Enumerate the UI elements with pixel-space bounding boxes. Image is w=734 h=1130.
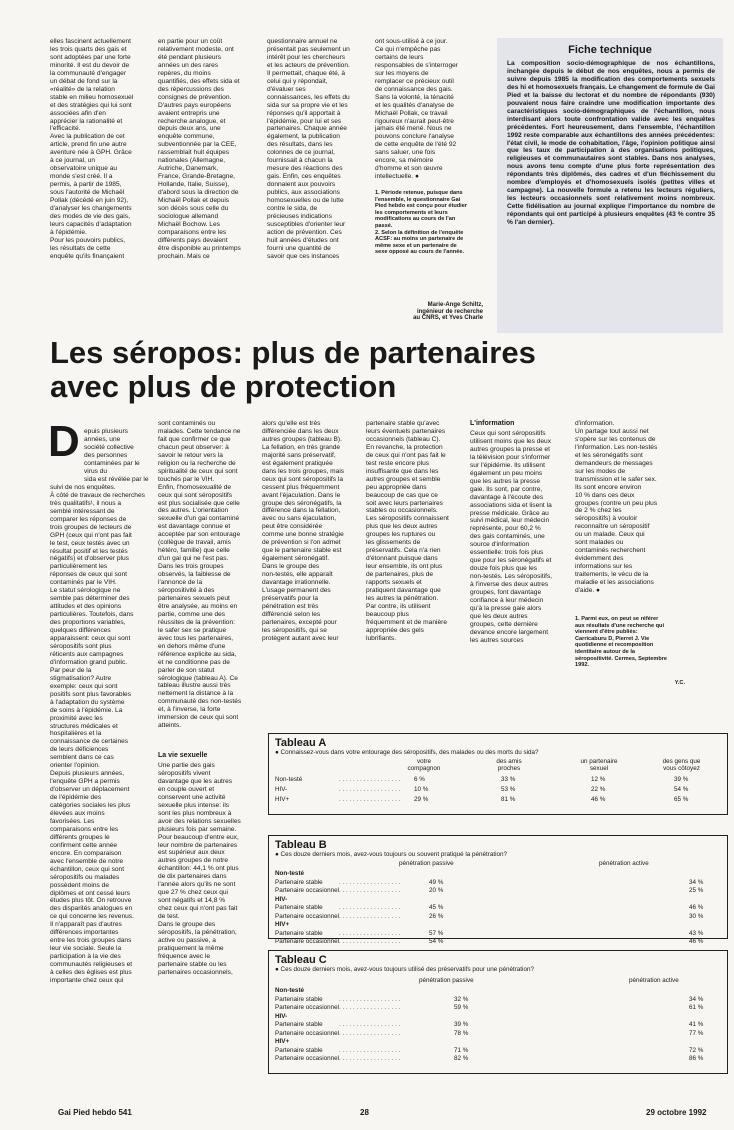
- table-cell: 46 %: [689, 904, 704, 911]
- table-row-label: Partenaire stable: [275, 904, 323, 911]
- table-row-label: Partenaire stable: [275, 929, 323, 937]
- table-leader-dots: . . . . . . . . . . . . . . . . . .: [339, 904, 401, 911]
- tableau-c-header-2: pénétration active: [629, 977, 679, 984]
- table-cell: 57 %: [429, 929, 444, 937]
- footer-publication: Gai Pied hebdo 541: [58, 1108, 132, 1117]
- table-cell: 72 %: [689, 1046, 704, 1054]
- table-cell: 25 %: [689, 887, 704, 894]
- tableau-b-header-1: pénétration passive: [399, 860, 454, 867]
- tableau-a-title: Tableau A: [275, 737, 327, 749]
- table-cell: 65 %: [674, 796, 689, 803]
- article-column-3: alors qu'elle est très différenciée dans les deux autres groupes (tableau B). La fellation, en très grande majorité sans préservatif, est également pratiquée dans les trois groupes, mais ceux qui sont séropositifs la cessent plus fréquemment avant l'éjaculation. Dans le groupe des séronégatifs, la différence dans la fellation, avec ou sans éjaculation, peut être considérée comme une bonne stratégie de prévention si l'on admet que le partenaire stable est également séronégatif. Dans le groupe des non-testés, elle apparaît davantage irrationnelle. L'usage permanent des préservatifs pour la pénétration est très différencié selon les partenaires, excepté pour les séropositifs, qui se protègent autant avec leur: [262, 420, 345, 642]
- table-cell: 54 %: [674, 786, 689, 793]
- table-row-label: Partenaire occasionnel: [275, 912, 340, 920]
- tableau-c-question: ● Ces douze derniers mois, avez-vous toujours utilisé des préservatifs pour une pénétration?: [275, 966, 534, 973]
- table-leader-dots: . . . . . . . . . . . . . . . . . .: [339, 776, 401, 783]
- drop-cap: D: [48, 417, 80, 466]
- table-row-label: Non-testé: [275, 776, 303, 783]
- fiche-technique-box: [497, 38, 723, 333]
- table-cell: 49 %: [429, 878, 444, 886]
- article-column-1-lead: epuis plusieurs années, une société collective des personnes contaminées par le virus du sida est révélée par le: [84, 427, 149, 483]
- article-column-2: sont contaminés ou malades. Cette tendance ne fait que confirmer ce que chacun peut observer: à savoir le retour vers la religion ou la recherche de spiritualité de ceux qui sont touchés par le VIH. Enfin, l'homosexualité de ceux qui sont séropositifs est plus socialisée que celle des autres. L'orientation sexuelle d'un gai contaminé est davantage connue et acceptée par son entourage (collègue de travail, amis hétéro, famille) que celle d'un gai qui ne l'est pas. Dans les trois groupes observés, la faiblesse de l'annonce de la séropositivité à des partenaires sexuels peut être analysée, au moins en partie, comme une des réussites de la prévention: le safer sex se pratique avec tous les partenaires, en dehors même d'une référence explicite au sida, et ne conditionne pas de parler de son statut sérologique (tableau A). Ce tableau illustre aussi très nettement la distance à la communauté des non-testés et, à l'inverse, la forte immersion de ceux qui sont atteints.: [158, 420, 242, 730]
- table-cell: 10 %: [414, 786, 429, 793]
- intro-column-3: questionnaire annuel ne présentait pas seulement un intérêt pour les chercheurs et les acteurs de prévention. Il permettait, chaque été, à celui qui y répondait, d'évaluer ses connaissances, les effets du sida sur sa propre vie et les réponses qu'il apportait à l'épidémie, pour lui et ses partenaires. Chaque année également, la publication des résultats, dans les colonnes de ce journal, fournissait à chacun la mesure des réactions des gais. Enfin, ces enquêtes donnaient aux pouvoirs publics, aux associations homosexuelles ou de lutte contre le sida, de précieuses indications susceptibles d'orienter leur action de prévention. Ces huit années d'études ont fourni une quantité de savoir que ces instances: [267, 38, 350, 260]
- intro-column-4: ont sous-utilisé à ce jour. Ce qui n'empêche pas certains de leurs responsables de s'interroger sur les moyens de remplacer ce précieux outil de connaissance des gais. Sans la volonté, la ténacité et les qualités d'analyse de Michaël Pollak, ce travail rigoureux n'aurait peut-être jamais été mené. Nous ne pouvons conclure l'analyse de cette enquête de l'été 92 sans saluer, une fois encore, sa mémoire d'homme et son œuvre intellectuelle. ●: [375, 38, 458, 181]
- subhead-information: L'information: [470, 420, 515, 427]
- table-row-label: Partenaire occasionnel: [275, 1029, 340, 1037]
- table-leader-dots: . . . . . . . . . . . . . . . . . .: [339, 938, 401, 945]
- table-cell: 78 %: [454, 1029, 469, 1037]
- subhead-vie-sexuelle: La vie sexuelle: [158, 752, 208, 759]
- article-column-1-body: suivi de nos enquêtes. À côté de travaux de recherches très qualitatifs¹, il nous a semblé intéressant de comparer les réponses de trois groupes de lecteurs de GPH (ceux qui n'ont pas fait le test, ceux testés avec un résultat positif et les testés négatifs) et d'observer plus particulièrement les réponses de ceux qui sont contaminés par le VIH. Le statut sérologique ne semble pas déterminer des attitudes et des opinions particulières. Toutefois, dans des proportions variables, quelques différences apparaissent: ceux qui sont séropositifs sont plus réticents aux campagnes d'information grand public. Par peur de la stigmatisation? Autre exemple: ceux qui sont positifs sont plus favorables à l'adaptation du système de soins à l'épidémie. La proximité avec les structures médicales et hospitalières et la connaissance de certaines de leurs déficiences semblent dans ce cas orienter l'opinion. Depuis plusieurs années, l'enquête GPH a permis d'observer un déplacement de l'épidémie des catégories sociales les plus élevées aux moins favorisées. Les comparaisons entre les différents groupes le confirment cette année encore. En comparaison avec l'ensemble de notre échantillon, ceux qui sont séropositifs ou malades possèdent moins de diplômes et ont cessé leurs études plus tôt. On retrouve des disparités analogues en ce qui concerne les revenus. Il n'apparaît pas d'autres différences importantes entre les trois groupes dans leur vie sociale. Seule la participation à la vie des communautés religieuses et à celles des églises est plus importante chez ceux qui: [50, 483, 145, 984]
- table-leader-dots: . . . . . . . . . . . . . . . . . .: [339, 1021, 401, 1028]
- table-cell: 45 %: [429, 904, 444, 911]
- table-cell: 46 %: [689, 938, 704, 945]
- table-row-label: Partenaire stable: [275, 995, 323, 1003]
- table-group-label: HIV-: [275, 1012, 288, 1020]
- table-cell: 22 %: [591, 786, 606, 793]
- table-row-label: Partenaire occasionnel: [275, 887, 340, 894]
- table-row-label: Partenaire stable: [275, 1046, 323, 1054]
- table-row-label: Partenaire occasionnel: [275, 938, 340, 945]
- table-leader-dots: . . . . . . . . . . . . . . . . . .: [339, 786, 401, 793]
- table-row-label: HIV+: [275, 796, 290, 803]
- fiche-title: Fiche technique: [568, 44, 652, 56]
- table-cell: 82 %: [454, 1055, 469, 1062]
- table-cell: 20 %: [429, 887, 444, 894]
- table-cell: 71 %: [454, 1046, 469, 1054]
- table-row-label: Partenaire stable: [275, 1021, 323, 1028]
- table-cell: 34 %: [689, 878, 704, 886]
- tableau-c-title: Tableau C: [275, 954, 327, 966]
- table-cell: 54 %: [429, 938, 444, 945]
- table-leader-dots: . . . . . . . . . . . . . . . . . .: [339, 1029, 401, 1037]
- table-cell: 77 %: [689, 1029, 704, 1037]
- table-leader-dots: . . . . . . . . . . . . . . . . . .: [339, 1046, 401, 1054]
- table-cell: 6 %: [414, 776, 425, 783]
- article-column-1: [48, 417, 154, 1100]
- table-cell: 53 %: [501, 786, 516, 793]
- article-column-6: d'information. Un partage tout aussi net s'opère sur les contenus de l'information. Les non-testés et les séronégatifs sont demandeurs de messages sur les modes de transmission et le safer sex. Ils sont encore environ 10 % dans ces deux groupes (contre un peu plus de 2 % chez les séropositifs) à vouloir reconnaître un séropositif ou un malade. Ceux qui sont malades ou contaminés recherchent évidemment des informations sur les traitements, le vécu de la maladie et les associations d'aide. ●: [575, 420, 658, 595]
- table-cell: 41 %: [689, 1021, 704, 1028]
- table-cell: 29 %: [414, 796, 429, 803]
- table-cell: 86 %: [689, 1055, 704, 1062]
- footer-page-number: 28: [360, 1108, 369, 1117]
- table-cell: 32 %: [454, 995, 469, 1003]
- table-leader-dots: . . . . . . . . . . . . . . . . . .: [339, 887, 401, 894]
- byline: Marie-Ange Schiltz, ingénieur de recherche au CNRS, et Yves Charle: [413, 302, 483, 322]
- tableau-a-header-3: un partenaire sexuel: [580, 758, 618, 772]
- tableau-a-header-1: votre compagnon: [407, 758, 441, 772]
- table-leader-dots: . . . . . . . . . . . . . . . . . .: [339, 995, 401, 1003]
- tableau-b-title: Tableau B: [275, 839, 327, 851]
- tableau-b: [268, 835, 728, 945]
- table-group-label: Non-testé: [275, 987, 305, 994]
- author-initials: Y.C.: [674, 680, 685, 686]
- bottom-footnote: 1. Parmi eux, on peut se référer aux résultats d'une recherche qui viennent d'être publiés: Carricaburu D, Pierret J. Vie quotidienne et recomposition identitaire autour de la séropositivité. Cermes, Septembre 1992.: [575, 616, 668, 669]
- table-group-label: Non-testé: [275, 870, 305, 877]
- tableau-a-header-2: des amis proches: [496, 758, 522, 772]
- tableau-a-header-4: des gens que vous côtoyez: [662, 758, 701, 772]
- table-group-label: HIV+: [275, 921, 290, 928]
- table-cell: 59 %: [454, 1004, 469, 1011]
- table-cell: 26 %: [429, 912, 444, 920]
- table-leader-dots: . . . . . . . . . . . . . . . . . .: [339, 878, 401, 886]
- article-column-5: Ceux qui sont séropositifs utilisent moins que les deux autres groupes la presse et la télévision pour s'informer sur l'épidémie. Ils utilisent également un peu moins que les autres la presse gaie. Ils sont, par contre, davantage à l'écoute des associations sida et lisent la presse médicale. Grâce au suivi médical, leur médecin représente, pour 60,2 % des gais contaminés, une source d'information essentielle: trois fois plus que pour les séronégatifs et douze fois plus que les non-testés. Les séropositifs, à l'inverse des deux autres groupes, font davantage confiance à leur médecin qu'à la presse gaie alors que les deux autres groupes, cette dernière devance encore largement les autres sources: [470, 430, 553, 644]
- table-leader-dots: . . . . . . . . . . . . . . . . . .: [339, 1004, 401, 1011]
- table-cell: 33 %: [501, 776, 516, 783]
- table-cell: 81 %: [501, 796, 516, 803]
- table-leader-dots: . . . . . . . . . . . . . . . . . .: [339, 1055, 401, 1062]
- table-cell: 39 %: [674, 776, 689, 783]
- table-row-label: Partenaire stable: [275, 878, 323, 886]
- table-cell: 46 %: [591, 796, 606, 803]
- headline: Les séropos: plus de partenaires avec plus de protection: [50, 335, 536, 404]
- tableau-c: [268, 950, 728, 1074]
- intro-column-1: elles fascinent actuellement les trois quarts des gais et sont adoptées par une forte minorité. Il est du devoir de la communauté d'engager un débat de fond sur la «réalité» de la relation stable en milieu homosexuel et des stratégies qui lui sont associées afin d'en apprécier la rationalité et l'efficacité. Avec la publication de cet article, prend fin une autre aventure née à GPH. Grâce à ce journal, un observatoire unique au monde s'est créé. Il a permis, à partir de 1985, sous l'autorité de Michaël Pollak (décédé en juin 92), d'analyser les changements des modes de vie des gais, leurs capacités d'adaptation à l'épidémie. Pour les pouvoirs publics, les résultats de cette enquête qu'ils finançaient: [50, 38, 134, 260]
- tableau-b-header-2: pénétration active: [599, 860, 649, 867]
- table-cell: 34 %: [689, 995, 704, 1003]
- intro-column-2: en partie pour un coût relativement modeste, ont été pendant plusieurs années un des rares repères, du moins quantifiés, des effets sida et des répercussions des consignes de prévention. D'autres pays européens avaient entrepris une recherche analogue, et depuis deux ans, une enquête commune, subventionnée par la CEE, rassemblait huit équipes nationales (Allemagne, Autriche, Danemark, France, Grande-Bretagne, Hollande, Italie, Suisse), d'abord sous la direction de Michaël Pollak et depuis son décès sous celle du sociologue allemand Michaël Bochow. Les comparaisons entre les différents pays devaient être disponible au printemps prochain. Mais ce: [158, 38, 241, 260]
- intro-footnotes: 1. Période retenue, puisque dans l'ensemble, le questionnaire Gai Pied hebdo est conçu pour étudier les comportements et leurs modifications au cours de l'an passé. 2. Selon la définition de l'enquête ACSF: au moins un partenaire de même sexe et un partenaire de sexe opposé au cours de l'année.: [375, 190, 467, 256]
- table-group-label: HIV+: [275, 1038, 290, 1045]
- table-leader-dots: . . . . . . . . . . . . . . . . . .: [339, 929, 401, 937]
- table-group-label: HIV-: [275, 895, 288, 903]
- table-row-label: Partenaire occasionnel: [275, 1004, 340, 1011]
- table-cell: 30 %: [689, 912, 704, 920]
- table-leader-dots: . . . . . . . . . . . . . . . . . .: [339, 912, 401, 920]
- footer-date: 29 octobre 1992: [646, 1108, 707, 1117]
- article-column-4: partenaire stable qu'avec leurs éventuels partenaires occasionnels (tableau C). En revanche, la protection de ceux qui n'ont pas fait le test reste encore plus insuffisante que dans les autres groupes et semble peu appropriée dans beaucoup de cas que ce soit avec leurs partenaires stables ou occasionnels. Les séropositifs connaissent plus que les deux autres groupes les ruptures ou les glissements de préservatifs. Cela n'a rien d'étonnant puisque dans leur ensemble, ils ont plus de partenaires, plus de rapports sexuels et pratiquent davantage que les autres la pénétration. Par contre, ils utilisent beaucoup plus fréquemment et de manière appropriée des gels lubrifiants.: [366, 420, 449, 642]
- table-row-label: Partenaire occasionnel: [275, 1055, 340, 1062]
- table-cell: 61 %: [689, 1004, 704, 1011]
- tableau-b-question: ● Ces douze derniers mois, avez-vous toujours ou souvent pratiqué la pénétration?: [275, 851, 508, 858]
- tableau-c-header-1: pénétration passive: [419, 977, 474, 984]
- table-cell: 43 %: [689, 929, 704, 937]
- table-row-label: HIV-: [275, 786, 288, 793]
- vie-sexuelle-text: Une partie des gais séropositifs vivent davantage que les autres en couple ouvert et conservent une activité sexuelle plus intense: ils sont les plus nombreux à avoir des relations sexuelles plusieurs fois par semaine. Pour beaucoup d'entre eux, leur nombre de partenaires est supérieur aux deux autres groupes de notre échantillon: 44,1 % ont plus de dix partenaires dans l'année alors qu'ils ne sont que 27 % chez ceux qui sont négatifs et 14,8 % chez ceux qui n'ont pas fait de test. Dans le groupe des séropositifs, la pénétration, active ou passive, a pratiquement la même fréquence avec le partenaire stable ou les partenaires occasionnels,: [158, 762, 241, 976]
- tableau-a: [268, 733, 728, 815]
- table-leader-dots: . . . . . . . . . . . . . . . . . .: [339, 796, 401, 803]
- table-cell: 39 %: [454, 1021, 469, 1028]
- fiche-body: La composition socio-démographique de nos échantillons, inchangée depuis le début de nos enquêtes, nous a permis de suivre depuis 1985 la modification des comportements sexuels des hi et homosexuels français. Le changement de formule de Gai Pied et la baisse du lectorat et du nombre de répondants (930) pouvaient nous faire craindre une modification importante des caractéristiques socio-démographiques de l'échantillon, nous interdisant alors toute confrontation valide avec les enquêtes précédentes. Fort heureusement, dans l'ensemble, l'échantillon 1992 reste comparable aux échantillons des années précédentes: l'état civil, le mode de cohabitation, l'âge, l'opinion politique ainsi que les taux de participation à des organisations politiques, religieuses et communautaires sont stables. Dans nos analyses, nous avons tenu compte d'une plus forte représentation des répondants très diplômés, des cadres et d'un fléchissement du nombre d'employés et d'homosexuels isolés (petites villes et campagne). La nouvelle formule a retenu les lecteurs réguliers, les lecteurs occasionnels sont relativement moins nombreux. Cette fidélisation au journal explique l'importance du nombre de répondants qui ont participé à plusieurs enquêtes (43 % contre 35 % l'an dernier).: [507, 60, 715, 227]
- tableau-a-question: ● Connaissez-vous dans votre entourage des séropositifs, des malades ou des morts du sida?: [275, 749, 539, 756]
- table-cell: 12 %: [591, 776, 606, 783]
